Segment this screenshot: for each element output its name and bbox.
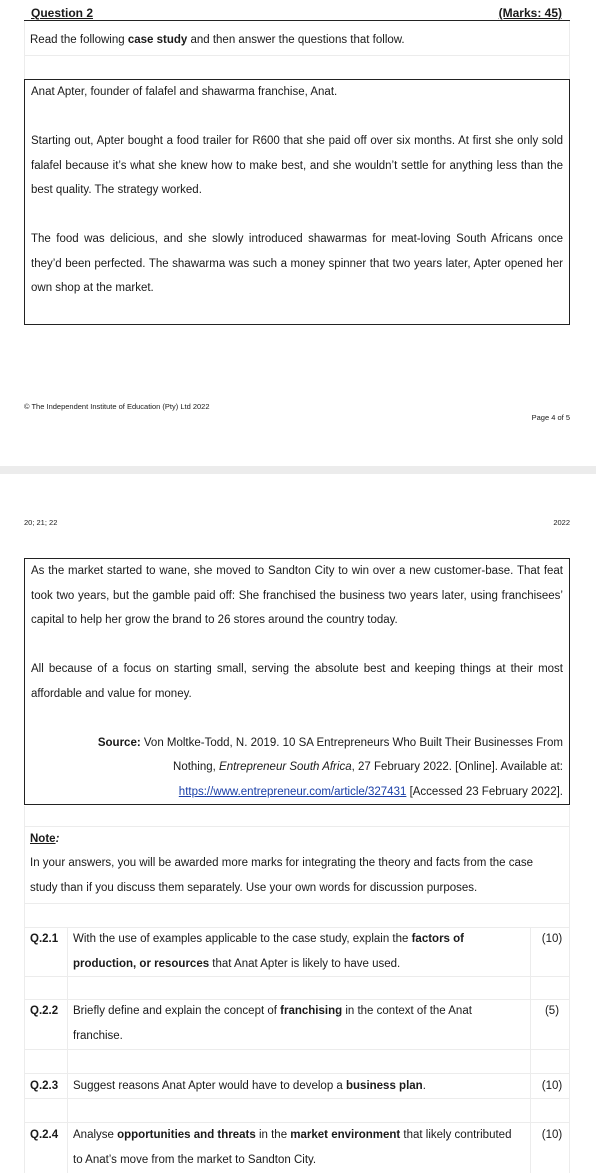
case-paragraph-1: Anat Apter, founder of falafel and shawarma franchise, Anat. — [31, 86, 338, 98]
page-header-right: 2022 — [553, 518, 570, 527]
case-paragraph-2: Starting out, Apter bought a food trailer for R600 that she paid off over six months. At first she only sold falafel because it’s what she knew how to make best, and she wouldn’t settle for anything less than the best quality. The strategy worked. — [31, 135, 563, 196]
case-paragraph-4: As the market started to wane, she moved to Sandton City to win over a new customer-base. That feat took two years, but the gamble paid off: She franchised the business two years later, using franchisees’ capital to help her grow the brand to 26 stores around the country today. — [31, 565, 563, 626]
intro-instruction: Read the following case study and then answer the questions that follow. — [30, 34, 405, 46]
copyright-footer: © The Independent Institute of Education (Pty) Ltd 2022 — [24, 402, 210, 411]
question-title: Question 2 — [31, 6, 94, 20]
case-study-box-part2 — [24, 558, 570, 805]
question-text: With the use of examples applicable to the case study, explain the factors of production, or resources that Anat Apter is likely to have used. — [73, 933, 464, 970]
source-link[interactable]: https://www.entrepreneur.com/article/327431 — [178, 785, 407, 798]
case-paragraph-3: The food was delicious, and she slowly introduced shawarmas for meat-loving South Africans once they’d been perfected. The shawarma was such a money spinner that two years later, Apter opened her own shop at the market. — [31, 233, 563, 294]
note-heading: Note: — [30, 833, 60, 845]
question-marks: (10) — [541, 933, 563, 945]
question-text: Briefly define and explain the concept of franchising in the context of the Anat franchise. — [73, 1005, 472, 1042]
page-header-left: 20; 21; 22 — [24, 518, 58, 527]
note-text: In your answers, you will be awarded more marks for integrating the theory and facts from the case study than if you discuss them separately. Use your own words for discussion purposes. — [30, 857, 534, 894]
question-number: Q.2.4 — [30, 1129, 59, 1141]
page-break — [0, 466, 596, 474]
question-marks: (Marks: 45) — [498, 6, 562, 20]
question-text: Suggest reasons Anat Apter would have to develop a business plan. — [73, 1080, 426, 1092]
case-paragraph-5: All because of a focus on starting small, serving the absolute best and keeping things at their most affordable and value for money. — [31, 663, 563, 700]
question-number: Q.2.1 — [30, 933, 59, 945]
case-study-box-part1 — [24, 79, 570, 325]
question-number: Q.2.3 — [30, 1080, 59, 1092]
question-header — [24, 6, 570, 21]
question-number: Q.2.2 — [30, 1005, 59, 1017]
question-marks: (10) — [541, 1129, 563, 1141]
source-citation: Source: Von Moltke-Todd, N. 2019. 10 SA Entrepreneurs Who Built Their Businesses From Nothing, Entrepreneur South Africa, 27 February 2022. [Online]. Available at: https://www.entrepreneur.com/article/327431 [Accessed 23 February 2022]. — [97, 736, 563, 798]
page-number: Page 4 of 5 — [531, 413, 570, 422]
question-marks: (10) — [541, 1080, 563, 1092]
question-text: Analyse opportunities and threats in the market environment that likely contributed to Anat’s move from the market to Sandton City. — [73, 1129, 512, 1166]
question-marks: (5) — [544, 1005, 560, 1017]
